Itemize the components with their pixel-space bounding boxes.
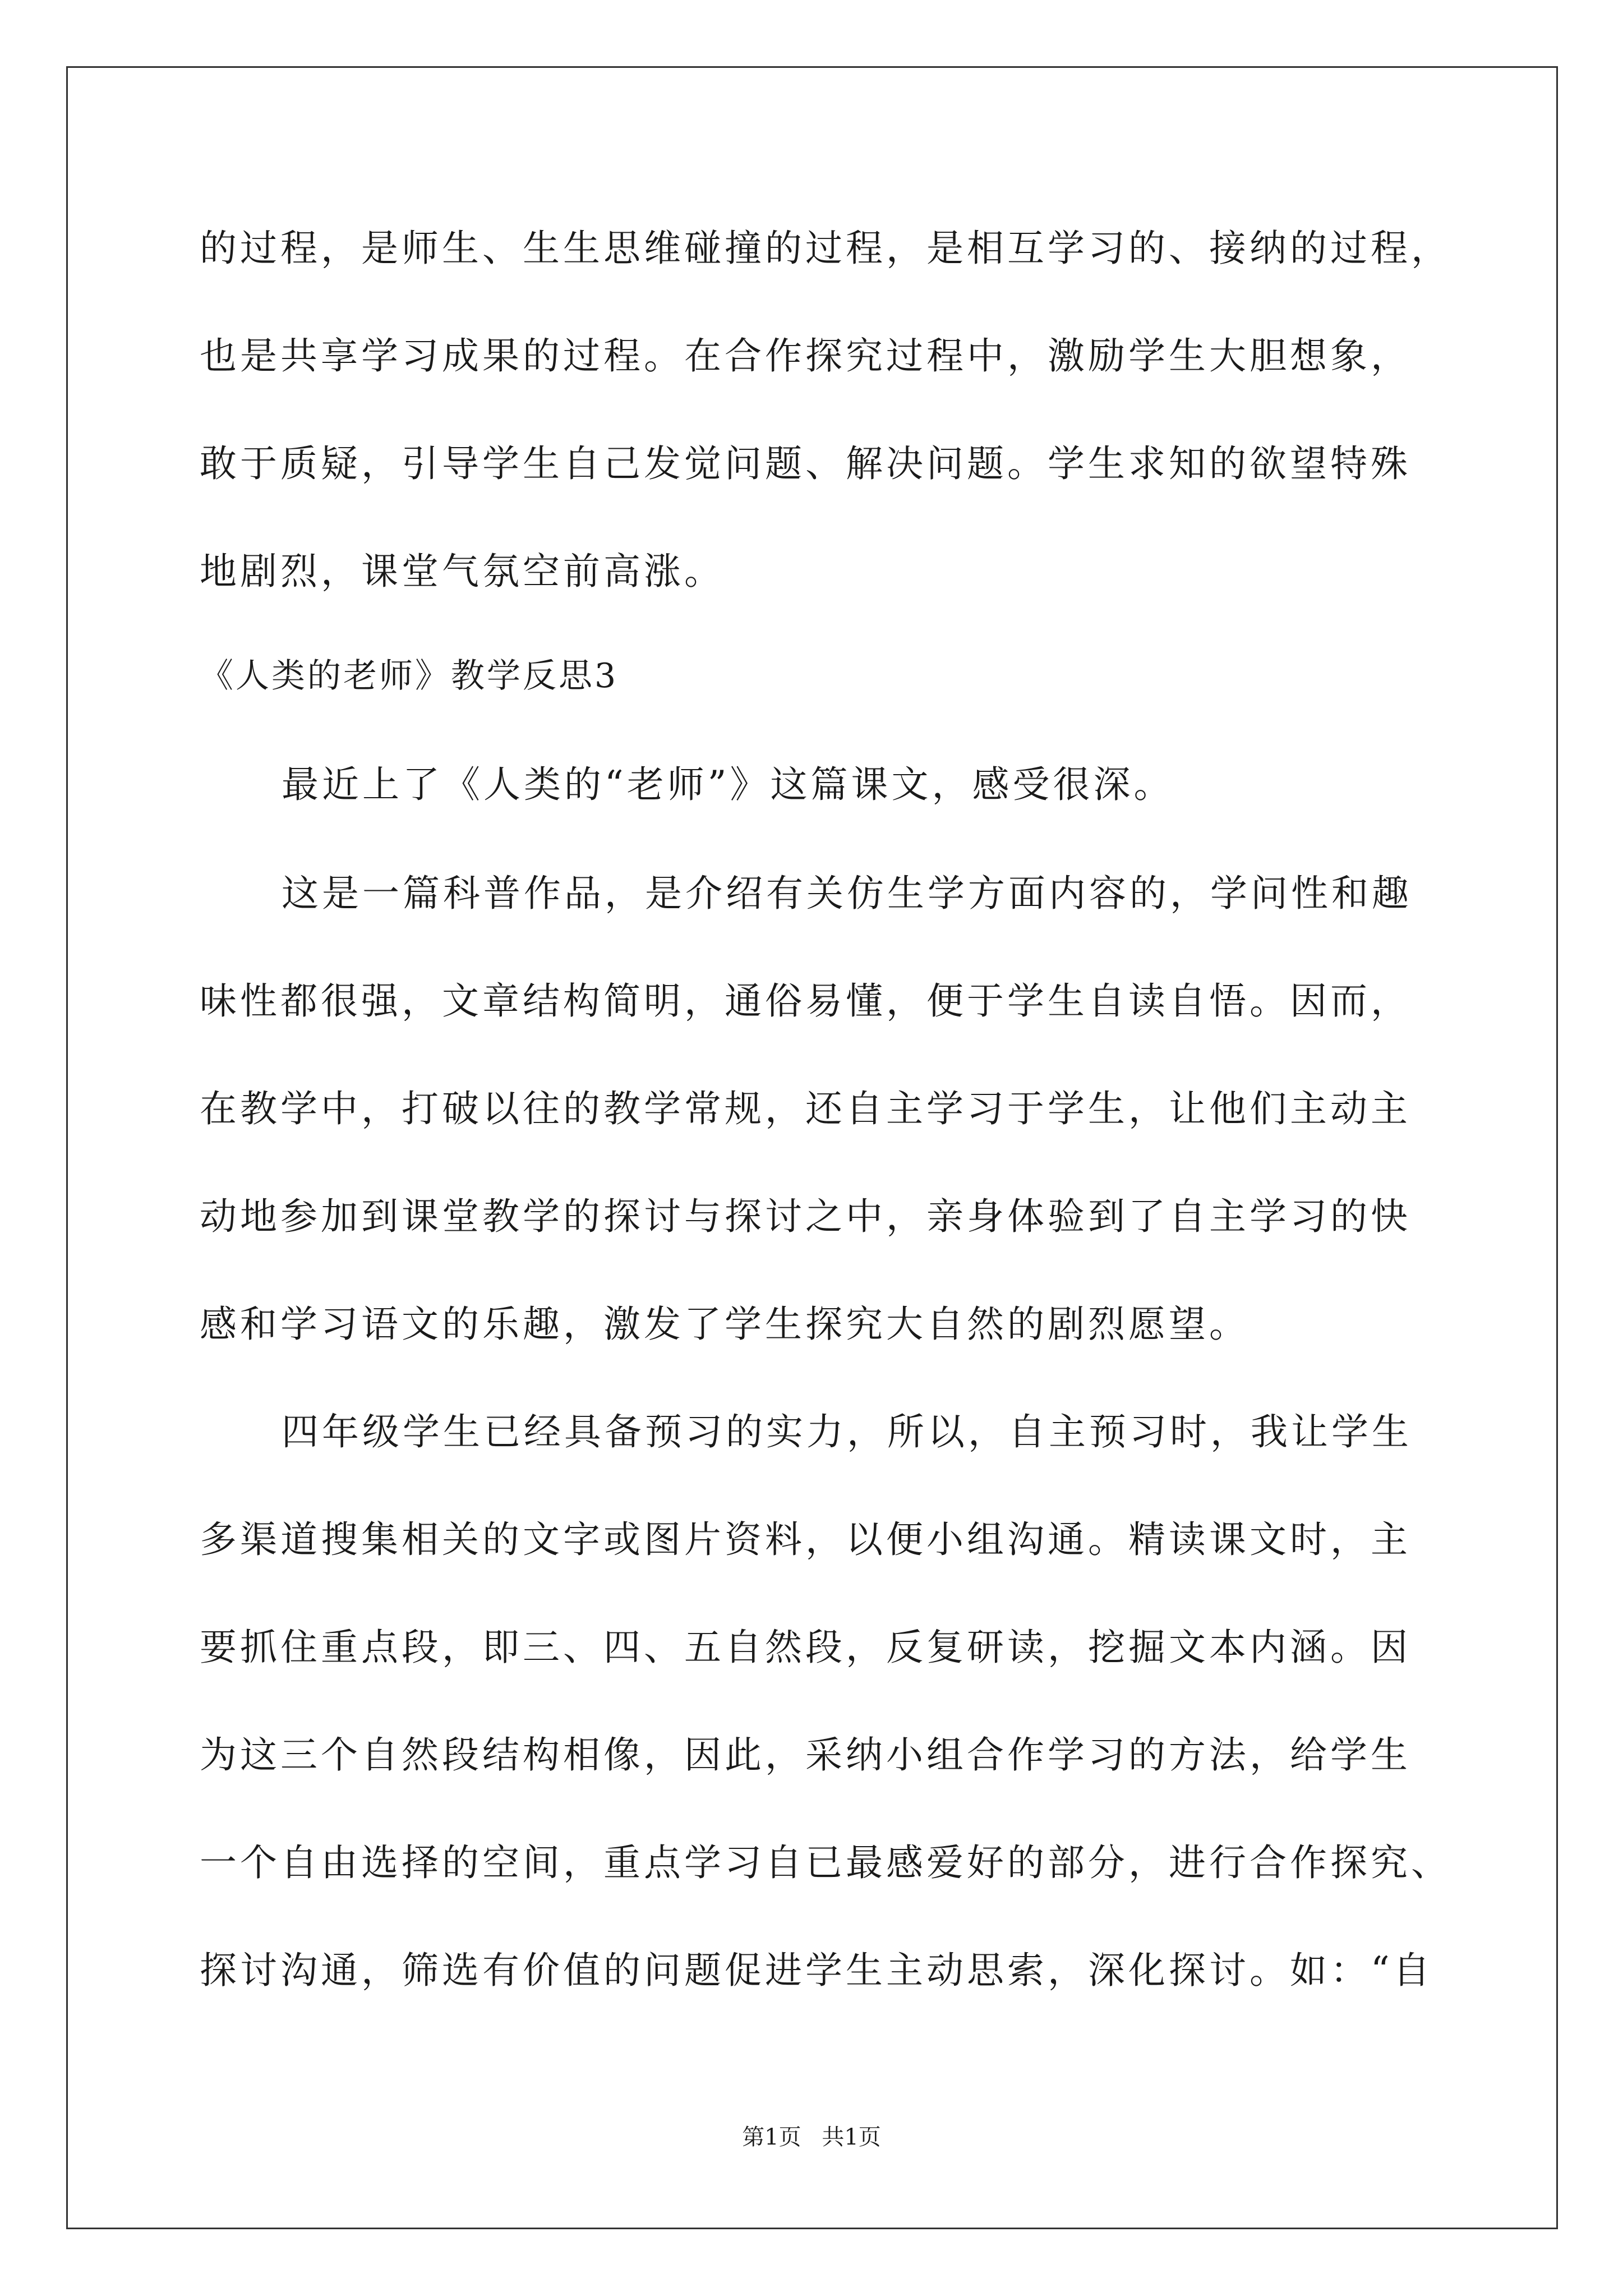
text-line: 一个自由选择的空间，重点学习自已最感爱好的部分，进行合作探究、 [200, 1841, 1451, 1884]
text-line: 在教学中，打破以往的教学常规，还自主学习于学生，让他们主动主 [200, 1087, 1411, 1130]
page-footer [0, 2120, 1623, 2154]
text-line: 味性都很强，文章结构简明，通俗易懂，便于学生自读自悟。因而， [200, 979, 1411, 1023]
page-number: 第1页 [742, 2124, 801, 2150]
text-line: 动地参加到课堂教学的探讨与探讨之中，亲身体验到了自主学习的快 [200, 1195, 1411, 1238]
text-line: 敢于质疑，引导学生自己发觉问题、解决问题。学生求知的欲望特殊 [200, 442, 1411, 485]
text-line: 最近上了《人类的“老师”》这篇课文，感受很深。 [282, 763, 1174, 806]
page-border [66, 66, 1558, 2229]
text-line: 的过程，是师生、生生思维碰撞的过程，是相互学习的、接纳的过程， [200, 227, 1451, 270]
text-line: 四年级学生已经具备预习的实力，所以，自主预习时，我让学生 [282, 1410, 1412, 1453]
text-line: 感和学习语文的乐趣，激发了学生探究大自然的剧烈愿望。 [200, 1303, 1249, 1346]
text-line: 也是共享学习成果的过程。在合作探究过程中，激励学生大胆想象， [200, 334, 1411, 378]
section-heading: 《人类的老师》教学反思3 [200, 656, 619, 696]
text-line: 为这三个自然段结构相像，因此，采纳小组合作学习的方法，给学生 [200, 1733, 1411, 1777]
text-line: 地剧烈，课堂气氛空前高涨。 [200, 550, 725, 593]
text-line: 探讨沟通，筛选有价值的问题促进学生主动思索，深化探讨。如：“自 [200, 1949, 1433, 1992]
text-line: 这是一篇科普作品，是介绍有关仿生学方面内容的，学问性和趣 [282, 872, 1412, 915]
page-total: 共1页 [822, 2124, 881, 2150]
text-line: 要抓住重点段，即三、四、五自然段，反复研读，挖掘文本内涵。因 [200, 1626, 1411, 1669]
text-line: 多渠道搜集相关的文字或图片资料，以便小组沟通。精读课文时，主 [200, 1518, 1411, 1561]
